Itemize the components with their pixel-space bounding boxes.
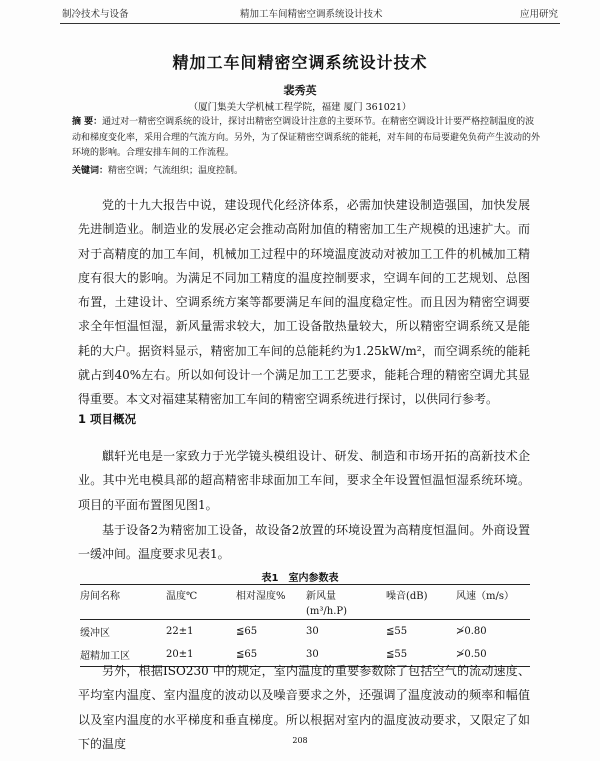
affiliation: （厦门集美大学机械工程学院，福建 厦门 361021）: [188, 102, 412, 113]
col-temperature: 温度℃: [166, 591, 198, 602]
keywords-text: 精密空调；气流组织；温度控制。: [108, 166, 244, 176]
abstract-text: 通过对一精密空调系统的设计，探讨出精密空调设计注意的主要环节。在精密空调设计计要严格控制温度的波动和梯度变化率，采用合理的气流方向。另外，为了保证精密空调系统的能耗，对车间的布局要避免负荷产生波动的外环境的影响。合理安排车间的工作流程。: [72, 117, 541, 158]
keywords-label: 关键词：: [72, 166, 109, 176]
table-cell: 缓冲区: [80, 628, 110, 639]
project-paragraph: 麒轩光电是一家致力于光学镜头模组设计、研发、制造和市场开拓的高新技术企业。其中光电模具部的超高精密非球面加工车间，要求全年设置恒温恒湿系统环境。项目的平面布置图见图1。: [78, 449, 530, 512]
header-article-title: 精加工车间精密空调系统设计技术: [240, 9, 383, 20]
col-humidity: 相对湿度%: [236, 591, 286, 602]
iso-paragraph: 另外，根据ISO230 中的规定，室内温度的重要参数除了包括空气的流动速度、平均室内温度、室内温度的波动以及噪音要求之外，还强调了温度波动的频率和幅值以及室内温度的水平梯度和垂直梯度。所以根据对室内的温度波动要求，又限定了如下的温度: [78, 664, 530, 751]
col-fresh-air-label: 新风量: [306, 591, 336, 602]
table-cell: ≦65: [236, 626, 258, 637]
header-rule: [60, 23, 560, 24]
keywords: [72, 163, 542, 176]
table-cell: ≦65: [236, 649, 258, 660]
section-heading: 1 项目概况: [78, 412, 137, 426]
col-wind-speed: 风速（m/s）: [456, 591, 514, 602]
author: 裴秀英: [283, 84, 317, 97]
table-cell: ≯0.80: [456, 626, 487, 637]
table-cell: ≦55: [386, 649, 408, 660]
paper-title: 精加工车间精密空调系统设计技术: [172, 53, 428, 72]
table-row: [80, 620, 530, 644]
table-cell: 30: [306, 626, 319, 637]
table-cell: ≦55: [386, 626, 408, 637]
col-noise: 噪音(dB): [386, 591, 428, 602]
table-cell: ≯0.50: [456, 649, 487, 660]
table-cell: 22±1: [166, 626, 194, 637]
col-fresh-air-unit: (m³/h.P): [306, 606, 348, 617]
header-section: 应用研究: [519, 9, 558, 20]
abstract-label: 摘 要：: [72, 117, 103, 127]
abstract: [72, 115, 542, 162]
col-fresh-air: [306, 585, 386, 620]
table-caption: 表1 室内参数表: [261, 573, 339, 584]
equipment-paragraph: 基于设备2为精密加工设备，故设备2放置的环境设置为高精度恒温间。外商设置一缓冲间。温度要求见表1。: [78, 523, 530, 562]
indoor-parameters-table: [80, 584, 530, 667]
table-cell: 20±1: [166, 649, 194, 660]
page-number: 208: [292, 736, 308, 745]
table-header-row: [80, 585, 530, 620]
table-cell: 超精加工区: [80, 651, 130, 662]
intro-paragraph: 党的十九大报告中说，建设现代化经济体系，必需加快建设制造强国，加快发展先进制造业。制造业的发展必定会推动高附加值的精密加工生产规模的迅速扩大。而对于高精度的加工车间，机械加工过程中的环境温度波动对被加工工件的机械加工精度有很大的影响。为满足不同加工精度的温度控制要求，空调车间的工艺规划、总图布置，土建设计、空调系统方案等都要满足车间的温度稳定性。而且因为精密空调要求全年恒温恒湿，新风量需求较大，加工设备散热量较大，所以精密空调系统又是能耗的大户。据资料显示，精密加工车间的总能耗约为1.25kW/m²，而空调系统的能耗就占到40%左右。所以如何设计一个满足加工工艺要求，能耗合理的精密空调尤其显得重要。本文对福建某精密加工车间的精密空调系统进行探讨，以供同行参考。: [78, 198, 530, 407]
header-journal: 制冷技术与设备: [62, 9, 129, 20]
table-cell: 30: [306, 649, 319, 660]
col-room: 房间名称: [80, 591, 120, 602]
running-header: [62, 6, 558, 24]
